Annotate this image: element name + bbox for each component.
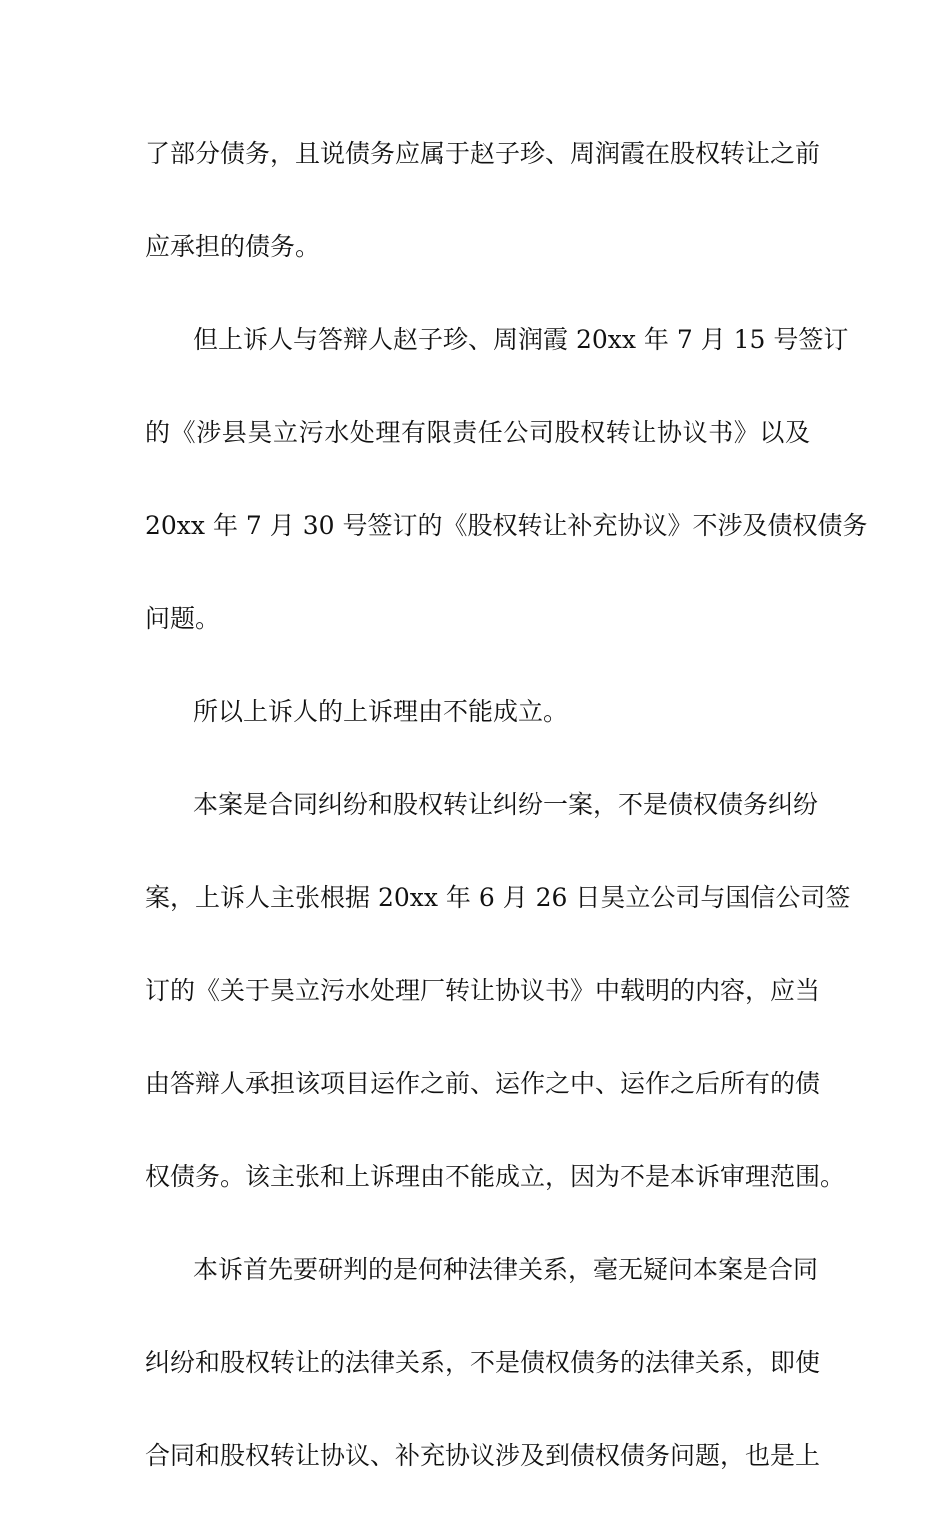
text-line: 问题。: [145, 604, 221, 633]
text-line: 了部分债务，且说债务应属于赵子珍、周润霞在股权转让之前: [145, 139, 821, 168]
text-line: 纠纷和股权转让的法律关系，不是债权债务的法律关系，即使: [145, 1348, 821, 1377]
text-line: 的《涉县昊立污水处理有限责任公司股权转让协议书》以及: [145, 418, 810, 447]
text-line: 本诉首先要研判的是何种法律关系，毫无疑问本案是合同: [193, 1255, 819, 1284]
text-line: 订的《关于昊立污水处理厂转让协议书》中载明的内容，应当: [145, 976, 821, 1005]
text-line: 20xx 年 7 月 30 号签订的《股权转让补充协议》不涉及债权债务: [145, 511, 868, 540]
text-line: 权债务。该主张和上诉理由不能成立，因为不是本诉审理范围。: [145, 1162, 846, 1191]
text-line: 但上诉人与答辩人赵子珍、周润霞 20xx 年 7 月 15 号签订: [193, 325, 849, 354]
document-body: [145, 128, 868, 1523]
text-line: 案，上诉人主张根据 20xx 年 6 月 26 日昊立公司与国信公司签: [145, 883, 851, 912]
text-line: 所以上诉人的上诉理由不能成立。: [193, 697, 569, 726]
text-line: 由答辩人承担该项目运作之前、运作之中、运作之后所有的债: [145, 1069, 821, 1098]
text-line: 本案是合同纠纷和股权转让纠纷一案，不是债权债务纠纷: [193, 790, 819, 819]
text-line: 合同和股权转让协议、补充协议涉及到债权债务问题，也是上: [145, 1441, 821, 1470]
text-line: 应承担的债务。: [145, 232, 321, 261]
